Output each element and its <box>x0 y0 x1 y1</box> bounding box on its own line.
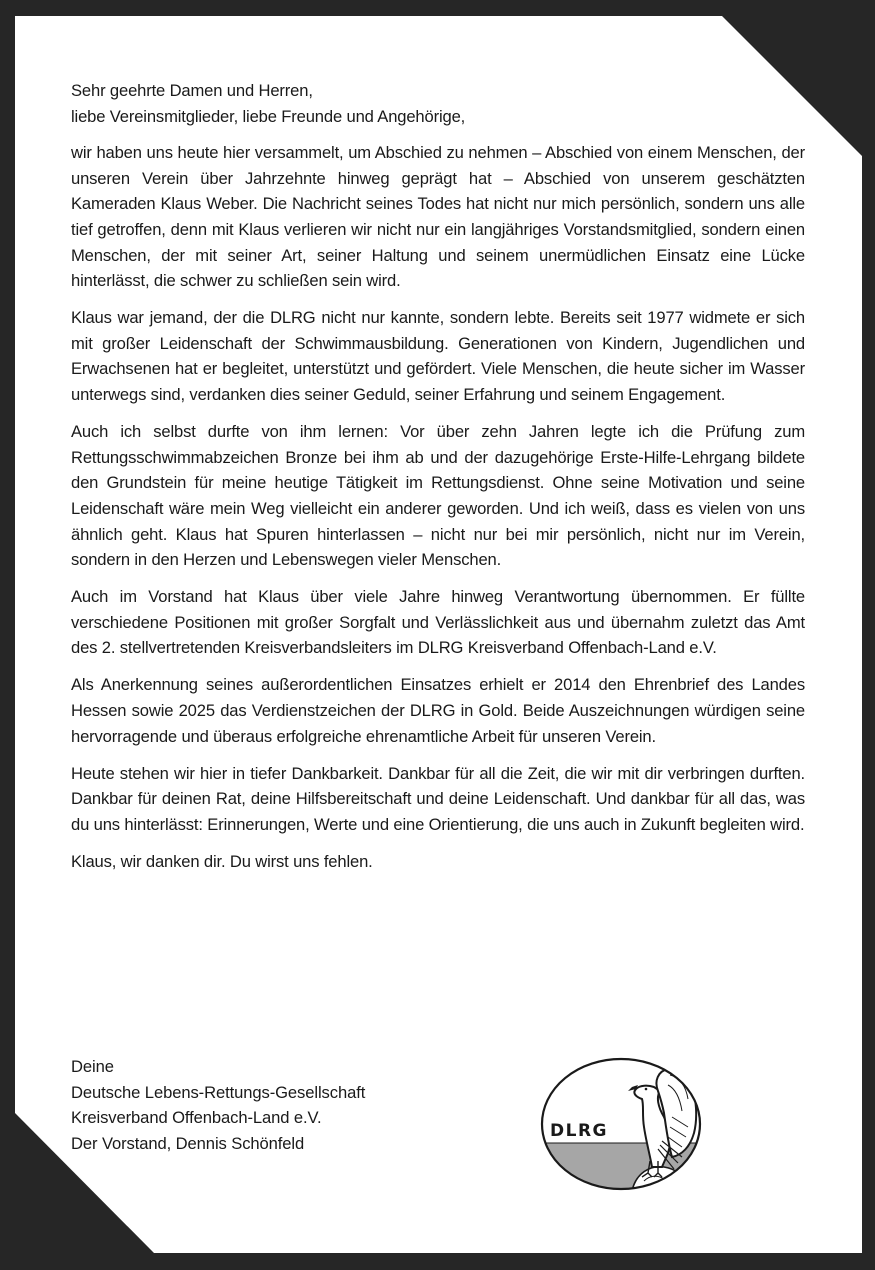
paragraph-farewell: wir haben uns heute hier versammelt, um Abschied zu nehmen – Abschied von einem Menschen, der unseren Verein über Jahrzehnte hinweg geprägt hat – Abschied von unserem geschätzten Kameraden Klaus Weber. Die Nachricht seines Todes hat nicht nur mich persönlich, sondern uns alle tief getroffen, denn mit Klaus verlieren wir nicht nur ein langjähriges Vorstandsmitglied, sondern einen Menschen, der mit seiner Art, seiner Haltung und seinem unermüdlichen Einsatz eine Lücke hinterlässt, die schwer zu schließen sein wird. <box>71 143 805 291</box>
paragraph-swim-training: Klaus war jemand, der die DLRG nicht nur kannte, sondern lebte. Bereits seit 1977 widmete er sich mit großer Leidenschaft der Schwimmausbildung. Generationen von Kindern, Jugendlichen und Erwachsenen hat er begleitet, unterstützt und gefördert. Viele Menschen, die heute sicher im Wasser unterwegs sind, verdanken dies seiner Geduld, seiner Erfahrung und seinem Engagement. <box>71 308 805 405</box>
salutation <box>71 78 805 129</box>
paragraph-gratitude: Heute stehen wir hier in tiefer Dankbarkeit. Dankbar für all die Zeit, die wir mit dir verbringen durften. Dankbar für deinen Rat, deine Hilfsbereitschaft und deine Leidenschaft. Und dankbar für all das, was du uns hinterlässt: Erinnerungen, Werte und eine Orientierung, die uns auch in Zukunft begleiten wird. <box>71 763 805 834</box>
signature-line-2: Deutsche Lebens-Rettungs-Gesellschaft <box>71 1082 366 1102</box>
paragraph-personal: Auch ich selbst durfte von ihm lernen: Vor über zehn Jahren legte ich die Prüfung zum Rettungsschwimmabzeichen Bronze bei ihm ab und der dazugehörige Erste-Hilfe-Lehrgang bildete den Grundstein für meine heutige Tätigkeit im Rettungsdienst. Ohne seine Motivation und seine Leidenschaft wäre mein Weg vielleicht ein anderer geworden. Und ich weiß, dass es vielen von uns ähnlich geht. Klaus hat Spuren hinterlassen – nicht nur bei mir persönlich, nicht nur im Verein, sondern in den Herzen und Lebenswegen vieler Menschen. <box>71 422 805 570</box>
paragraph-board: Auch im Vorstand hat Klaus über viele Jahre hinweg Verantwortung übernommen. Er füllte verschiedene Positionen mit großer Sorgfalt und Verlässlichkeit aus und übernahm zuletzt das Amt des 2. stellvertretenden Kreisverbandsleiters im DLRG Kreisverband Offenbach-Land e.V. <box>71 587 805 658</box>
salutation-line-1: Sehr geehrte Damen und Herren, <box>71 81 313 100</box>
paragraph-closing: Klaus, wir danken dir. Du wirst uns fehlen. <box>71 852 373 872</box>
signature-line-3: Kreisverband Offenbach-Land e.V. <box>71 1108 322 1128</box>
salutation-line-2: liebe Vereinsmitglieder, liebe Freunde und Angehörige, <box>71 106 466 126</box>
signature-block <box>71 1054 365 1156</box>
signature-line-1: Deine <box>71 1057 114 1076</box>
dlrg-eagle-logo-icon <box>540 1057 702 1191</box>
logo-text: DLRG <box>550 1121 608 1141</box>
signature-line-4: Der Vorstand, Dennis Schönfeld <box>71 1133 305 1153</box>
paragraph-awards: Als Anerkennung seines außerordentlichen Einsatzes erhielt er 2014 den Ehrenbrief des Landes Hessen sowie 2025 das Verdienstzeichen der DLRG in Gold. Beide Auszeichnungen würdigen seine hervorragende und überaus erfolgreiche ehrenamtliche Arbeit für unseren Verein. <box>71 675 805 746</box>
letter-body <box>71 78 805 886</box>
